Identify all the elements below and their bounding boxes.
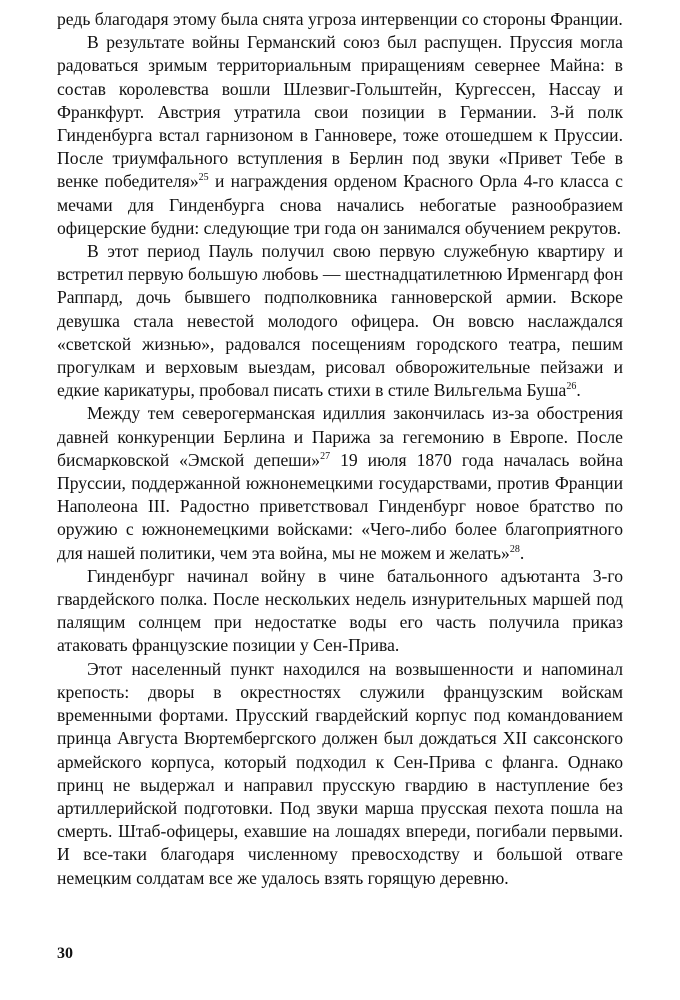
footnote-ref: 27 — [320, 450, 331, 462]
paragraph — [57, 402, 623, 564]
text-run: редь благодаря этому была снята угроза интервенции со стороны Франции. — [57, 9, 623, 29]
footnote-ref: 26 — [566, 381, 577, 393]
text-run: и награждения орденом Красного Орла 4-го класса с мечами для Гинденбурга снова начались небогатые разнообразием офицерские будни: следующие три года он занимался обучением рекрутов. — [57, 171, 623, 238]
paragraph — [57, 565, 623, 658]
text-run: Между тем северогерманская идиллия закончилась из-за обострения давней конкуренции Берлина и Парижа за гегемонию в Европе. После бисмарковской «Эмской депеши» — [57, 403, 623, 470]
paragraph — [57, 8, 623, 31]
text-run: . — [576, 380, 581, 401]
text-run: Гинденбург начинал войну в чине батальонного адъютанта 3-го гвардейского полка. После нескольких недель изнурительных маршей под палящим солнцем при недостатке воды его часть получила приказ атаковать французские позиции у Сен-Прива. — [57, 565, 623, 656]
book-page-text — [57, 8, 623, 890]
footnote-ref: 25 — [198, 172, 209, 184]
text-run: 19 июля 1870 года началась война Пруссии, поддержанной южнонемецкими государствами, против Франции Наполеона III. Радостно приветствовал Гинденбург новое братство по оружию с южнонемецкими войсками: «Чего-либо более благоприятного для нашей политики, чем эта война, мы не можем и желать» — [57, 449, 623, 563]
paragraph — [57, 240, 623, 402]
footnote-ref: 28 — [509, 543, 520, 555]
text-run: . — [519, 542, 525, 563]
text-run: В этот период Пауль получил свою первую служебную квартиру и встретил первую большую любовь — шестнадцатилетнюю Ирменгард фон Раппард, дочь бывшего подполковника ганноверской армии. Вскоре девушка стала невестой молодого офицера. Он вовсю наслаждался «светской жизнью», радовался посещениям городского театра, пешим прогулкам и верховым выездам, рисовал обворожительные пейзажи и едкие карикатуры, пробовал писать стихи в стиле Вильгельма Буша — [57, 241, 623, 401]
page-number: 30 — [57, 945, 73, 962]
paragraph — [57, 31, 623, 240]
paragraph — [57, 658, 623, 890]
text-run: Этот населенный пункт находился на возвышенности и напоминал крепость: дворы в окрестностях служили французским войскам временными фортами. Прусский гвардейский корпус под командованием принца Августа Вюртембергского должен был дождаться XII саксонского армейского корпуса, который подходил к Сен-Прива с фланга. Однако принц не выдержал и направил прусскую гвардию в наступление без артиллерийской подготовки. Под звуки марша прусская пехота пошла на смерть. Штаб-офицеры, ехавшие на лошадях впереди, погибали первыми. И все-таки благодаря численному превосходству и большой отваге немецким солдатам все же удалось взять горящую деревню. — [57, 658, 623, 888]
text-run: В результате войны Германский союз был распущен. Пруссия могла радоваться зримым территориальным приращениям севернее Майна: в состав королевства вошли Шлезвиг-Гольштейн, Кургессен, Нассау и Франкфурт. Австрия утратила свои позиции в Германии. 3-й полк Гинденбурга встал гарнизоном в Ганновере, тоже отошедшем к Пруссии. После триумфального вступления в Берлин под звуки «Привет Тебе в венке победителя» — [57, 32, 623, 192]
